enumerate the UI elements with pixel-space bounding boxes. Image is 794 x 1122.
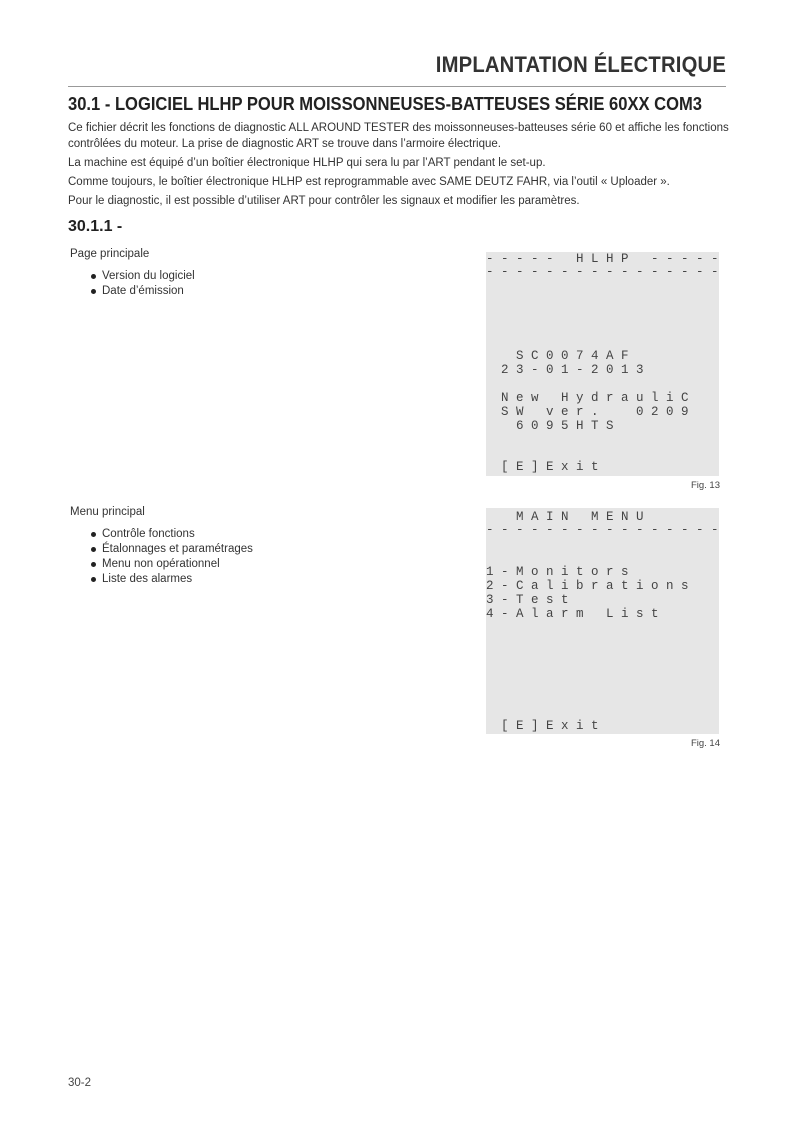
figure-caption: Fig. 14 bbox=[690, 738, 720, 749]
header-divider bbox=[68, 86, 726, 87]
list-item: Étalonnages et paramétrages bbox=[90, 542, 253, 557]
main-menu-screen bbox=[486, 508, 719, 734]
main-page-label: Page principale bbox=[70, 248, 150, 260]
menu-option-alarm-list: 4 - A l a r m L i s t bbox=[486, 607, 659, 621]
intro-paragraph: La machine est équipé d’un boîtier électronique HLHP qui sera lu par l’ART pendant le set-up. bbox=[68, 156, 546, 169]
list-item: Date d’émission bbox=[90, 284, 195, 299]
exit-option: [ E ] E x i t bbox=[486, 460, 599, 474]
software-name: N e w H y d r a u l i C bbox=[486, 391, 689, 405]
screen-rule-line: - - - - - - - - - - - - - - - - bbox=[486, 523, 719, 537]
main-menu-label: Menu principal bbox=[70, 506, 145, 518]
menu-option-monitors: 1 - M o n i t o r s bbox=[486, 565, 629, 579]
software-code: S C 0 0 7 4 A F bbox=[486, 349, 629, 363]
menu-option-test: 3 - T e s t bbox=[486, 593, 569, 607]
intro-paragraph: Ce fichier décrit les fonctions de diagnostic ALL AROUND TESTER des moissonneuses-batteuses série 60 et affiche les fonctions contrôlées du moteur. La prise de diagnostic ART se trouve dans l’armoire électrique. bbox=[68, 122, 729, 150]
main-menu-list bbox=[90, 527, 253, 587]
list-item: Liste des alarmes bbox=[90, 572, 253, 587]
screen-rule-line: - - - - - - - - - - - - - - - - bbox=[486, 265, 719, 279]
intro-paragraph: Pour le diagnostic, il est possible d’utiliser ART pour contrôler les signaux et modifier les paramètres. bbox=[68, 194, 580, 207]
menu-option-calibrations: 2 - C a l i b r a t i o n s bbox=[486, 579, 689, 593]
main-page-list bbox=[90, 269, 195, 299]
hlhp-screen bbox=[486, 252, 719, 476]
software-version: S W v e r . 0 2 0 9 bbox=[486, 405, 689, 419]
screen-title-line: M A I N M E N U bbox=[486, 510, 644, 524]
subsection-title: 30.1.1 - bbox=[68, 218, 123, 235]
intro-text bbox=[68, 121, 768, 213]
list-item: Version du logiciel bbox=[90, 269, 195, 284]
issue-date: 2 3 - 0 1 - 2 0 1 3 bbox=[486, 363, 644, 377]
exit-option: [ E ] E x i t bbox=[486, 719, 599, 733]
page-header-title: IMPLANTATION ÉLECTRIQUE bbox=[435, 52, 726, 77]
figure-caption: Fig. 13 bbox=[690, 480, 720, 491]
machine-model: 6 0 9 5 H T S bbox=[486, 419, 614, 433]
intro-paragraph: Comme toujours, le boîtier électronique HLHP est reprogrammable avec SAME DEUTZ FAHR, via l’outil « Uploader ». bbox=[68, 175, 670, 188]
list-item: Contrôle fonctions bbox=[90, 527, 253, 542]
section-title: 30.1 - LOGICIEL HLHP POUR MOISSONNEUSES-BATTEUSES SÉRIE 60XX COM3 bbox=[68, 94, 703, 114]
screen-title-line: - - - - - H L H P - - - - - bbox=[486, 252, 719, 266]
list-item: Menu non opérationnel bbox=[90, 557, 253, 572]
page-number: 30-2 bbox=[68, 1077, 92, 1089]
